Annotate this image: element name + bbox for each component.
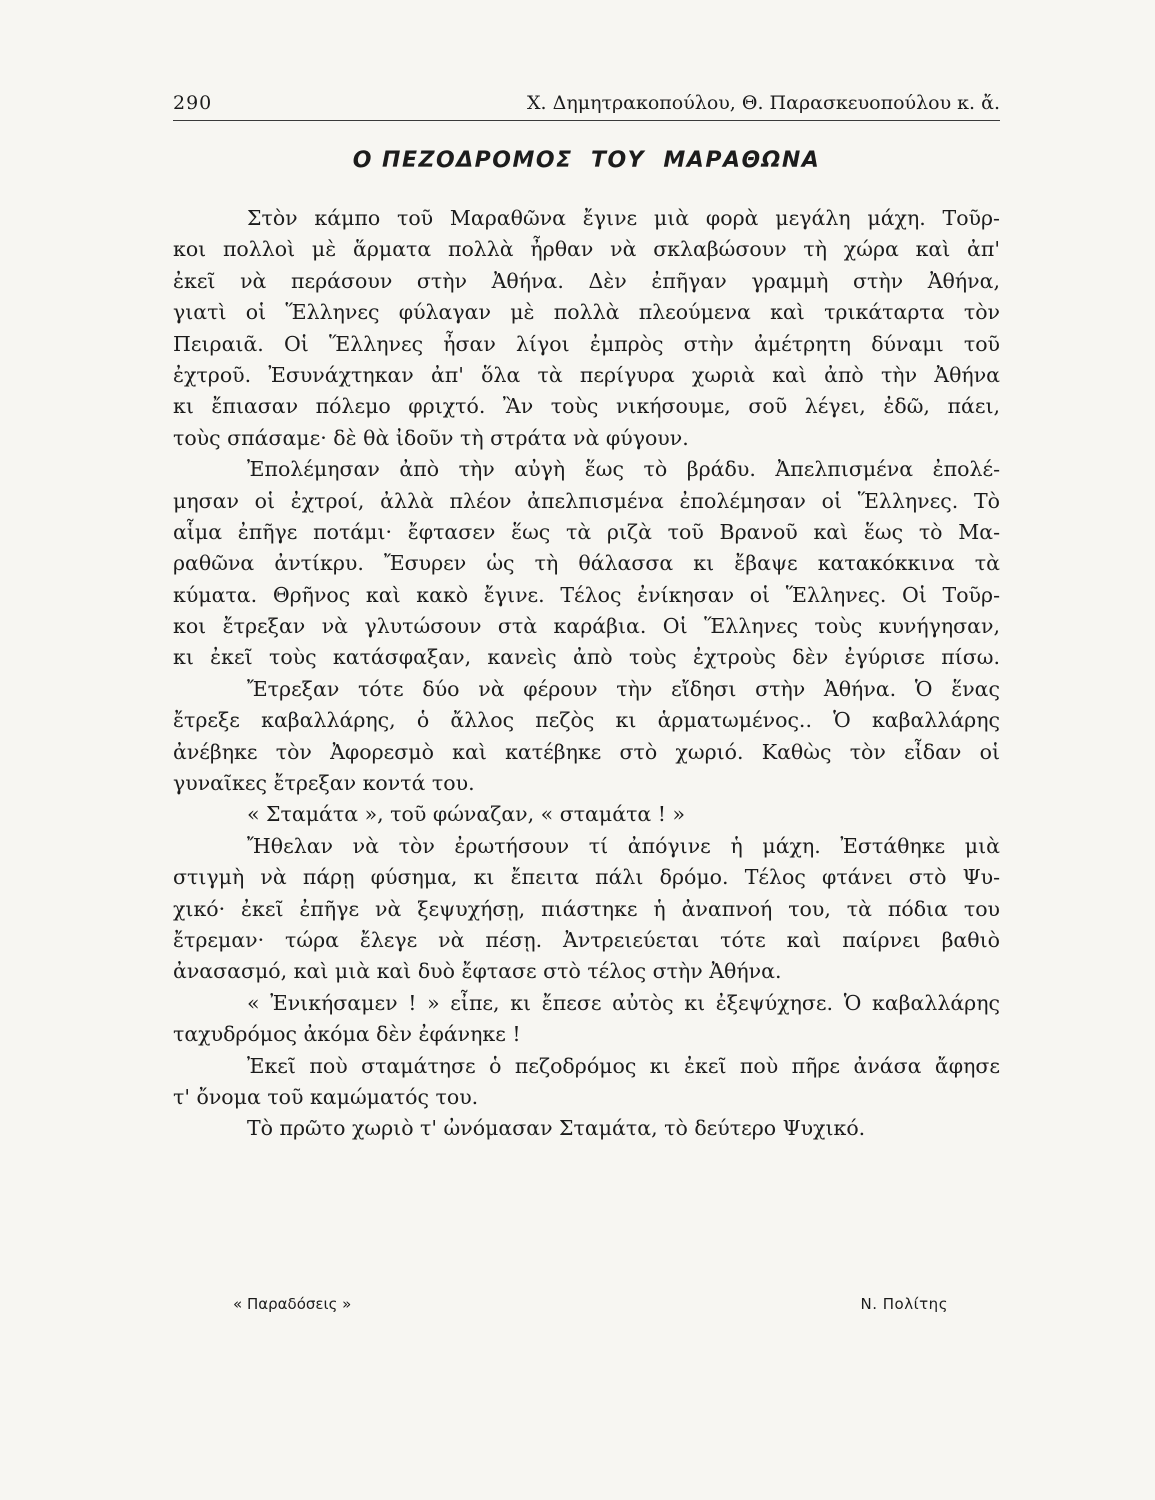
running-head: Χ. Δημητρακοπούλου, Θ. Παρασκευοπούλου κ. ἄ.	[527, 92, 1000, 114]
text-line: ραθῶνα ἀντίκρυ. Ἔσυρεν ὡς τὴ θάλασσα κι ἔβαψε κατακόκκινα τὰ	[173, 551, 1000, 576]
page-footer	[233, 1295, 948, 1325]
text-line: Ἔτρεξαν τότε δύο νὰ φέρουν τὴν εἴδησι στὴν Ἀθήνα. Ὁ ἕνας	[247, 676, 1000, 701]
text-line: Πειραιᾶ. Οἱ Ἕλληνες ἦσαν λίγοι ἐμπρὸς στὴν ἀμέτρητη δύναμι τοῦ	[173, 331, 1000, 356]
text-line: Ἐπολέμησαν ἀπὸ τὴν αὐγὴ ἕως τὸ βράδυ. Ἀπελπισμένα ἐπολέ-	[247, 457, 1000, 482]
author-credit: Ν. Πολίτης	[860, 1295, 948, 1313]
text-line: ἐχτροῦ. Ἐσυνάχτηκαν ἀπ' ὅλα τὰ περίγυρα χωριὰ καὶ ἀπὸ τὴν Ἀθήνα	[173, 362, 1000, 387]
text-line: ταχυδρόμος ἀκόμα δὲν ἐφάνηκε !	[173, 1022, 521, 1047]
story-body	[173, 203, 1000, 1145]
text-line: στιγμὴ νὰ πάρῃ φύσημα, κι ἔπειτα πάλι δρόμο. Τέλος φτάνει στὸ Ψυ-	[173, 865, 1000, 890]
story-title: Ο ΠΕΖΟΔΡΟΜΟΣ ΤΟΥ ΜΑΡΑΘΩΝΑ	[352, 148, 821, 173]
text-line: τοὺς σπάσαμε· δὲ θὰ ἰδοῦν τὴ στράτα νὰ φύγουν.	[173, 425, 689, 450]
source-credit: « Παραδόσεις »	[233, 1295, 352, 1313]
page-header	[173, 90, 1000, 121]
text-line: κοι πολλοὶ μὲ ἅρματα πολλὰ ἦρθαν νὰ σκλαβώσουν τὴ χώρα καὶ ἀπ'	[173, 237, 1000, 262]
text-line: Ἐκεῖ ποὺ σταμάτησε ὁ πεζοδρόμος κι ἐκεῖ ποὺ πῆρε ἀνάσα ἄφησε	[247, 1053, 1000, 1078]
text-line: κι ἔπιασαν πόλεμο φριχτό. Ἂν τοὺς νικήσουμε, σοῦ λέγει, ἐδῶ, πάει,	[173, 394, 1000, 419]
text-line: κι ἐκεῖ τοὺς κατάσφαξαν, κανεὶς ἀπὸ τοὺς ἐχτροὺς δὲν ἐγύρισε πίσω.	[173, 645, 1000, 670]
text-line: Στὸν κάμπο τοῦ Μαραθῶνα ἔγινε μιὰ φορὰ μεγάλη μάχη. Τοῦρ-	[247, 206, 1000, 230]
text-line: γιατὶ οἱ Ἕλληνες φύλαγαν μὲ πολλὰ πλεούμενα καὶ τρικάταρτα τὸν	[173, 300, 1000, 325]
text-line: κοι ἔτρεξαν νὰ γλυτώσουν στὰ καράβια. Οἱ Ἕλληνες τοὺς κυνήγησαν,	[173, 614, 1000, 639]
text-line: Τὸ πρῶτο χωριὸ τ' ὠνόμασαν Σταμάτα, τὸ δεύτερο Ψυχικό.	[247, 1116, 866, 1141]
text-line: τ' ὄνομα τοῦ καμώματός του.	[173, 1084, 479, 1109]
text-line: γυναῖκες ἔτρεξαν κοντά του.	[173, 771, 475, 796]
text-line: ἔτρεξε καβαλλάρης, ὁ ἄλλος πεζὸς κι ἁρματωμένος.. Ὁ καβαλλάρης	[173, 708, 1000, 733]
text-line: « Ἐνικήσαμεν ! » εἶπε, κι ἔπεσε αὐτὸς κι ἐξεψύχησε. Ὁ καβαλλάρης	[247, 990, 1000, 1015]
text-line: Ἤθελαν νὰ τὸν ἐρωτήσουν τί ἀπόγινε ἡ μάχη. Ἐστάθηκε μιὰ	[247, 833, 1000, 858]
text-line: ἐκεῖ νὰ περάσουν στὴν Ἀθήνα. Δὲν ἐπῆγαν γραμμὴ στὴν Ἀθήνα,	[173, 268, 1000, 293]
text-line: κύματα. Θρῆνος καὶ κακὸ ἔγινε. Τέλος ἐνίκησαν οἱ Ἕλληνες. Οἱ Τοῦρ-	[173, 582, 1000, 607]
text-line: « Σταμάτα », τοῦ φώναζαν, « σταμάτα ! »	[247, 802, 686, 827]
text-line: ἀνασασμό, καὶ μιὰ καὶ δυὸ ἔφτασε στὸ τέλος στὴν Ἀθήνα.	[173, 959, 782, 984]
text-line: αἷμα ἐπῆγε ποτάμι· ἔφτασεν ἕως τὰ ριζὰ τοῦ Βρανοῦ καὶ ἕως τὸ Μα-	[173, 519, 1000, 544]
page-number: 290	[173, 92, 213, 114]
text-line: ἔτρεμαν· τώρα ἔλεγε νὰ πέσῃ. Ἀντρειεύεται τότε καὶ παίρνει βαθιὸ	[173, 927, 1000, 952]
text-line: χικό· ἐκεῖ ἐπῆγε νὰ ξεψυχήσῃ, πιάστηκε ἡ ἀναπνοή του, τὰ πόδια του	[173, 896, 1000, 921]
text-line: μησαν οἱ ἐχτροί, ἀλλὰ πλέον ἀπελπισμένα ἐπολέμησαν οἱ Ἕλληνες. Τὸ	[173, 488, 1000, 513]
text-line: ἀνέβηκε τὸν Ἀφορεσμὸ καὶ κατέβηκε στὸ χωριό. Καθὼς τὸν εἶδαν οἱ	[173, 739, 1000, 764]
